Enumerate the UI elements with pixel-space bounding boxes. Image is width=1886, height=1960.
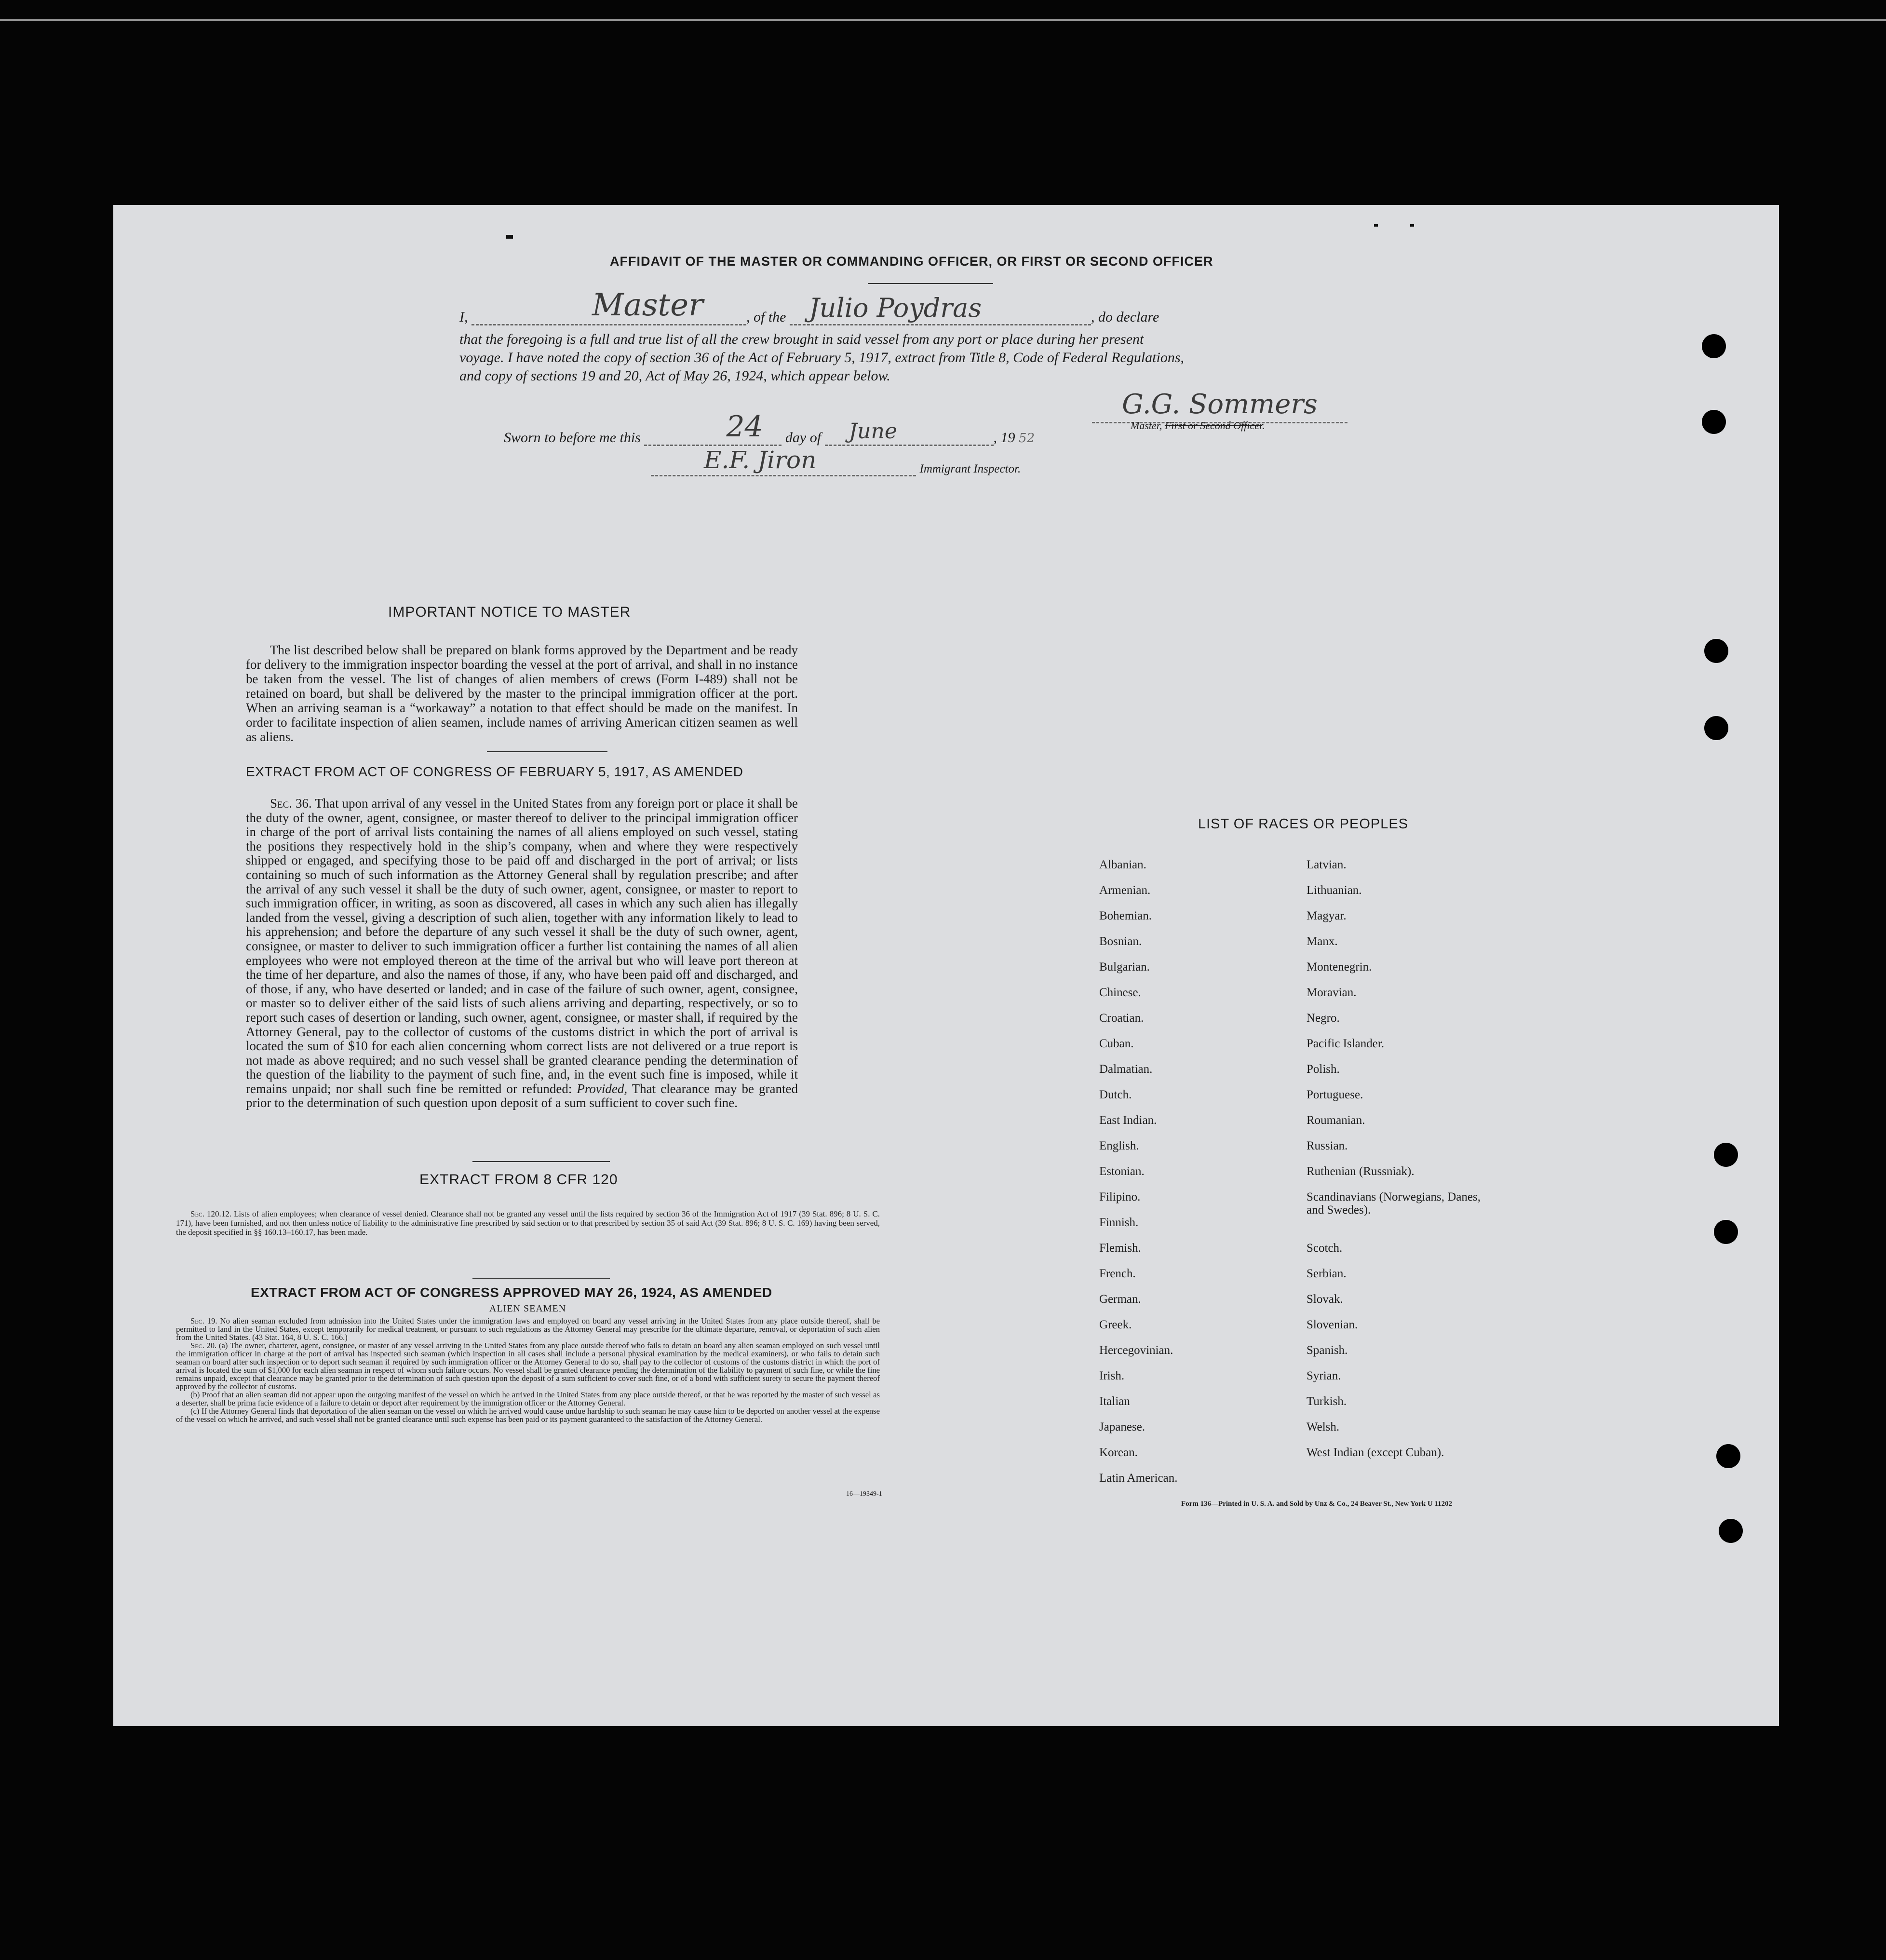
cfr-body <box>176 1209 880 1237</box>
inspector-signature: E.F. Jiron <box>704 446 817 474</box>
signature-caption-master: Master, <box>1131 419 1162 432</box>
scan-speck <box>506 235 513 239</box>
race-item: Dutch. <box>1099 1088 1132 1101</box>
race-item: West Indian (except Cuban). <box>1307 1446 1444 1459</box>
race-item: Korean. <box>1099 1446 1138 1459</box>
race-item: Lithuanian. <box>1307 884 1362 897</box>
sworn-prefix: Sworn to before me this <box>504 430 641 446</box>
affidavit-of-the: , of the <box>746 309 786 325</box>
signature-caption-struck: First or Second Officer <box>1164 419 1263 432</box>
sec19-text: No alien seaman excluded from admission into the United States under the immigration laws and employed on board any vessel arriving in the United States from any place outside thereof, shall be permitted to land in the United States, except temporarily for medical treatment, or pursuant to such regulations as the Attorney General may prescribe for the ultimate departure, removal, or deportation of such alien from the United States. (43 Stat. 164, 8 U. S. C. 166.) <box>176 1316 880 1342</box>
race-item: English. <box>1099 1139 1139 1152</box>
scanner-top-line <box>0 19 1886 21</box>
notice-body: The list described below shall be prepared on blank forms approved by the Department and be ready for delivery to the immigration inspector boarding the vessel at the port of arrival, and shall in no instance be taken from the vessel. The list of changes of alien members of crews (Form I-489) shall not be retained on board, but shall be delivered by the master to the principal immigration officer at the port. When an arriving seaman is a “workaway” a notation to that effect should be made on the manifest. In order to facilitate inspection of alien seamen, include names of arriving American citizen seamen as well as aliens. <box>246 643 798 744</box>
sec20-label: Sec. 20. <box>190 1341 217 1350</box>
punch-hole-2 <box>1702 410 1726 434</box>
sworn-line <box>504 410 1035 446</box>
race-item: Manx. <box>1307 935 1338 948</box>
vessel-handwriting: Julio Poydras <box>809 293 982 323</box>
race-item: Dalmatian. <box>1099 1063 1153 1076</box>
race-item: Moravian. <box>1307 986 1357 999</box>
race-item: Serbian. <box>1307 1267 1347 1280</box>
race-item: Greek. <box>1099 1318 1132 1331</box>
rank-handwriting: Master <box>592 287 703 323</box>
race-item: Armenian. <box>1099 884 1151 897</box>
section-divider <box>487 751 607 752</box>
races-heading: LIST OF RACES OR PEOPLES <box>1198 816 1409 832</box>
race-item: Chinese. <box>1099 986 1141 999</box>
affidavit-line-2: that the foregoing is a full and true list of all the crew brought in said vessel from any port or place during her present <box>459 331 1144 347</box>
punch-hole-6 <box>1714 1220 1738 1244</box>
race-item: Turkish. <box>1307 1395 1347 1408</box>
document-page <box>113 205 1779 1726</box>
punch-hole-3 <box>1704 639 1728 663</box>
sec20c-paragraph: (c) If the Attorney General finds that deportation of the alien seaman on the vessel on which he arrived would cause undue hardship to such seaman he may cause him to be deported on another vessel at the expense of the vessel on which he arrived, and such vessel shall not be granted clearance until such expense has been paid or its payment guaranteed to the satisfaction of the Attorney General. <box>176 1406 880 1424</box>
affidavit-line-1 <box>459 287 1159 325</box>
race-item: Negro. <box>1307 1012 1340 1025</box>
affidavit-title: AFFIDAVIT OF THE MASTER OR COMMANDING OFFICER, OR FIRST OR SECOND OFFICER <box>610 254 1213 269</box>
section-divider <box>472 1161 610 1162</box>
scan-speck <box>1374 224 1378 227</box>
sec19-label: Sec. 19. <box>190 1316 217 1325</box>
signature-caption-period: . <box>1262 419 1265 432</box>
race-item: Slovenian. <box>1307 1318 1358 1331</box>
sec36-body <box>246 797 798 1110</box>
race-item: Cuban. <box>1099 1037 1134 1050</box>
punch-hole-5 <box>1714 1143 1738 1167</box>
race-item: Montenegrin. <box>1307 960 1372 973</box>
race-item: Portuguese. <box>1307 1088 1363 1101</box>
section-divider <box>472 1278 610 1279</box>
punch-hole-7 <box>1716 1444 1740 1468</box>
affidavit-declare: , do declare <box>1091 309 1159 325</box>
sworn-year-prefix: , 19 <box>993 430 1015 446</box>
sec20b-paragraph: (b) Proof that an alien seaman did not appear upon the outgoing manifest of the vessel on which he arrived in the United States from any place outside thereof, or that he was reported by the master of such vessel as a deserter, shall be prima facie evidence of a failure to detain or deport after requirement by the immigration officer or the Attorney General. <box>176 1390 880 1407</box>
race-item: Finnish. <box>1099 1216 1139 1229</box>
act-1924-body <box>176 1317 880 1423</box>
punch-hole-4 <box>1704 716 1728 740</box>
cfr-sec-label: Sec. 120.12. <box>190 1209 231 1218</box>
inspector-line <box>651 446 1021 476</box>
form-number: 16—19349-1 <box>846 1490 882 1498</box>
printer-line: Form 136—Printed in U. S. A. and Sold by Unz & Co., 24 Beaver St., New York U 11202 <box>1181 1500 1453 1508</box>
race-item: Slovak. <box>1307 1293 1343 1306</box>
master-signature: G.G. Sommers <box>1122 389 1318 420</box>
race-item: Croatian. <box>1099 1012 1144 1025</box>
extract-1924-heading: EXTRACT FROM ACT OF CONGRESS APPROVED MAY 26, 1924, AS AMENDED <box>251 1285 772 1300</box>
race-item: Japanese. <box>1099 1420 1145 1433</box>
sworn-year-handwriting: 52 <box>1019 431 1035 446</box>
race-item: Albanian. <box>1099 858 1146 871</box>
vessel-field <box>790 293 1091 325</box>
race-item: Hercegovinian. <box>1099 1344 1173 1357</box>
signature-caption <box>1131 419 1265 432</box>
alien-seamen-subheading: ALIEN SEAMEN <box>489 1303 566 1314</box>
sworn-month-handwriting: June <box>849 419 897 444</box>
sec20a-paragraph <box>176 1341 880 1391</box>
race-item: Estonian. <box>1099 1165 1145 1178</box>
race-item: Scotch. <box>1307 1242 1343 1255</box>
race-item: Latin American. <box>1099 1472 1178 1485</box>
race-item: East Indian. <box>1099 1114 1157 1127</box>
sec20a-text: (a) The owner, charterer, agent, consignee, or master of any vessel arriving in the United States from any place outside thereof who fails to detain on board any alien seaman employed on such vessel until the immigration officer in charge at the port of arrival has inspected such seaman (which inspection in all cases shall include a personal physical examination by the medical examiners), or who fails to detain such seaman on board after such inspection or to deport such seaman if required by such immigration officer or the Attorney General to do so, shall pay to the collector of customs of the customs district in which the port of arrival is located the sum of $1,000 for each alien seaman in respect of whom such failure occurs. No vessel shall be granted clearance pending the determination of the liability to payment of such fine, or while the fine remains unpaid, except that clearance may be granted prior to the determination of such question upon the deposit of a sum sufficient to cover such fine, or of a bond with sufficient surety to secure the payment thereof approved by the collector of customs. <box>176 1341 880 1391</box>
affidavit-line-3: voyage. I have noted the copy of section 36 of the Act of February 5, 1917, extract from Title 8, Code of Federal Regulations, <box>459 350 1185 365</box>
inspector-caption: Immigrant Inspector. <box>919 462 1021 475</box>
rank-field <box>472 287 746 325</box>
sworn-day-label: day of <box>785 430 822 446</box>
sworn-day-field <box>644 410 781 446</box>
race-item: Scandinavians (Norwegians, Danes, and Swedes). <box>1307 1190 1481 1217</box>
race-item: Pacific Islander. <box>1307 1037 1385 1050</box>
race-item: Spanish. <box>1307 1344 1348 1357</box>
notice-heading: IMPORTANT NOTICE TO MASTER <box>388 604 631 620</box>
sworn-month-field <box>825 419 994 446</box>
scan-speck <box>1410 224 1414 227</box>
affidavit-prefix: I, <box>459 309 468 325</box>
race-item: Italian <box>1099 1395 1130 1408</box>
race-item: Bohemian. <box>1099 909 1152 922</box>
race-item: Bulgarian. <box>1099 960 1150 973</box>
race-item: German. <box>1099 1293 1141 1306</box>
affidavit-title-rule <box>868 283 993 284</box>
race-item: Russian. <box>1307 1139 1348 1152</box>
sec36-provided: Provided, <box>577 1081 628 1096</box>
extract-cfr-heading: EXTRACT FROM 8 CFR 120 <box>419 1172 618 1188</box>
affidavit-line-4: and copy of sections 19 and 20, Act of May 26, 1924, which appear below. <box>459 368 890 384</box>
sec36-text-b: That clearance may be granted prior to the determination of such question upon deposit of a sum sufficient to cover such fine. <box>246 1081 798 1110</box>
cfr-text: Lists of alien employees; when clearance of vessel denied. Clearance shall not be granted any vessel until the lists required by section 36 of the Immigration Act of 1917 (39 Stat. 896; 8 U. S. C. 171), have been furnished, and not then unless notice of liability to the administrative fine prescribed by said section or to that prescribed by section 35 of said Act (39 Stat. 896; 8 U. S. C. 169) having been served, the deposit specified in §§ 160.13–160.17, has been made. <box>176 1209 880 1237</box>
race-item: Flemish. <box>1099 1242 1141 1255</box>
extract-1917-heading: EXTRACT FROM ACT OF CONGRESS OF FEBRUARY 5, 1917, AS AMENDED <box>246 764 743 779</box>
race-item: Irish. <box>1099 1369 1125 1382</box>
sec36-label: Sec. 36. <box>270 796 312 811</box>
race-item: Roumanian. <box>1307 1114 1365 1127</box>
race-item: Syrian. <box>1307 1369 1341 1382</box>
race-item: Welsh. <box>1307 1420 1340 1433</box>
inspector-signature-field <box>651 446 916 476</box>
punch-hole-8 <box>1719 1519 1743 1543</box>
race-item: Filipino. <box>1099 1190 1141 1203</box>
race-item: Ruthenian (Russniak). <box>1307 1165 1414 1178</box>
race-item: Magyar. <box>1307 909 1347 922</box>
sworn-day-handwriting: 24 <box>726 410 763 444</box>
race-item: Latvian. <box>1307 858 1347 871</box>
race-item: Bosnian. <box>1099 935 1142 948</box>
sec36-text-a: That upon arrival of any vessel in the United States from any foreign port or place it shall be the duty of the owner, agent, consignee, or master thereof to deliver to the principal immigration officer in charge of the port of arrival lists containing the names of all aliens employed on such vessel, stating the positions they respectively hold in the ship’s company, when and where they were respectively shipped or engaged, and specifying those to be paid off and discharged in the port of arrival; or lists containing so much of such information as the Attorney General shall by regulation prescribe; and after the arrival of any such vessel it shall be the duty of such owner, agent, consignee, or master to report to such immigration officer, in writing, as soon as discovered, all cases in which any such alien has illegally landed from the vessel, giving a description of such alien, together with any information likely to lead to his apprehension; and before the departure of any such vessel it shall be the duty of such owner, agent, consignee, or master to deliver to such immigration officer a further list containing the names of all alien employees who were not employed thereon at the time of the arrival but who will leave port thereon at the time of her departure, and also the names of those, if any, who have been paid off and discharged, and of those, if any, who have deserted or landed; and in case of the failure of such owner, agent, consignee, or master so to deliver either of the said lists of such aliens arriving and departing, respectively, or so to report such cases of desertion or landing, such owner, agent, consignee, or master shall, if required by the Attorney General, pay to the collector of customs of the customs district in which the port of arrival is located the sum of $10 for each alien concerning whom correct lists are not delivered or a true report is not made as above required; and no such vessel shall be granted clearance pending the determination of the question of the liability to the payment of such fine, and, in the event such fine is imposed, while it remains unpaid; nor shall such fine be remitted or refunded: <box>246 796 798 1096</box>
race-item: Polish. <box>1307 1063 1340 1076</box>
sec19-paragraph <box>176 1317 880 1341</box>
race-item: French. <box>1099 1267 1136 1280</box>
punch-hole-1 <box>1702 334 1726 358</box>
